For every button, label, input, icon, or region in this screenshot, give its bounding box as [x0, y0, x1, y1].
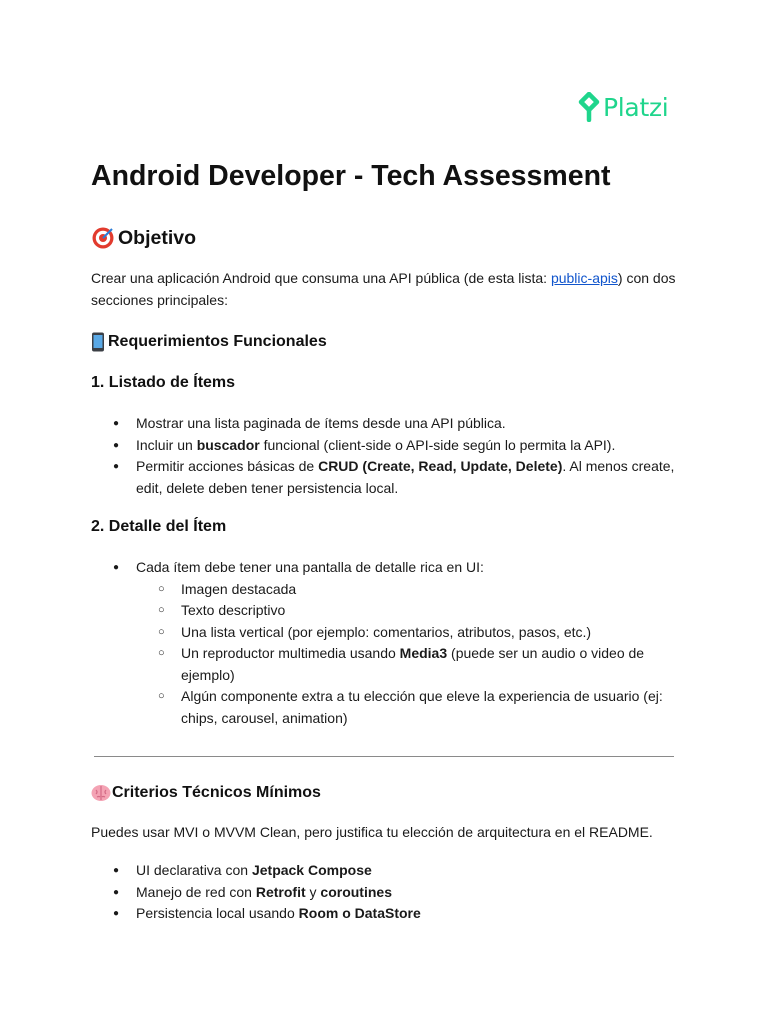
platzi-logo[interactable] — [578, 92, 668, 122]
brain-icon — [91, 784, 111, 802]
bold-text: coroutines — [320, 883, 392, 900]
criterios-intro: Puedes usar MVI o MVVM Clean, pero justifica tu elección de arquitectura en el README. — [91, 824, 653, 840]
text-segment: Texto descriptivo — [181, 602, 286, 618]
list-item — [91, 860, 681, 882]
bold-text: Room o DataStore — [298, 905, 421, 921]
text-segment: y — [305, 883, 321, 900]
section-heading-requerimientos — [91, 332, 327, 352]
text-segment: Mostrar una lista paginada de ítems desde una API pública. — [136, 415, 506, 431]
text-segment: Imagen destacada — [181, 580, 297, 597]
list-item — [136, 686, 681, 729]
text-segment: Algún componente extra a tu elección que eleve la experiencia de usuario (ej: chips, carousel, animation) — [181, 688, 663, 726]
text-segment: (puede ser un audio o video de ejemplo) — [181, 645, 645, 683]
horizontal-divider — [94, 756, 674, 757]
page-title: Android Developer - Tech Assessment — [91, 160, 611, 192]
text-segment: Permitir acciones básicas de — [136, 458, 319, 474]
list-item — [91, 456, 681, 499]
detalle-item-text: Cada ítem debe tener una pantalla de detalle rica en UI: — [136, 559, 484, 575]
target-icon — [91, 226, 115, 250]
list-item — [136, 622, 681, 644]
list-item — [136, 600, 681, 622]
objetivo-paragraph — [91, 268, 681, 311]
section-heading-criterios — [91, 784, 321, 802]
section-heading-detalle: 2. Detalle del Ítem — [91, 518, 227, 535]
platzi-logo-icon — [578, 92, 600, 122]
text-segment: Manejo de red con — [136, 883, 256, 900]
text-segment: Un reproductor multimedia usando — [181, 645, 400, 661]
list-item — [91, 903, 681, 925]
text-segment: Una lista vertical (por ejemplo: comentarios, atributos, pasos, etc.) — [181, 623, 592, 640]
objetivo-heading-text: Objetivo — [118, 226, 197, 249]
section-heading-listado: 1. Listado de Ítems — [91, 374, 236, 391]
requerimientos-heading-text: Requerimientos Funcionales — [108, 333, 327, 350]
text-segment: Persistencia local usando — [136, 905, 299, 921]
bold-text: buscador — [196, 436, 260, 453]
criterios-heading-text: Criterios Técnicos Mínimos — [112, 784, 321, 801]
bold-text: Jetpack Compose — [251, 862, 372, 878]
platzi-logo-text: Platzi — [603, 92, 669, 122]
bold-text: CRUD (Create, Read, Update, Delete) — [318, 458, 563, 474]
list-item — [91, 435, 681, 457]
section-heading-objetivo — [91, 226, 196, 250]
list-item — [91, 557, 681, 729]
list-item — [136, 579, 681, 601]
text-segment: UI declarativa con — [136, 862, 252, 878]
text-segment: . Al menos create, edit, delete deben tener persistencia local. — [136, 458, 675, 496]
list-item — [91, 882, 681, 904]
objetivo-text-start: Crear una aplicación Android que consuma una API pública (de esta lista: — [91, 270, 551, 286]
text-segment: Incluir un — [136, 436, 197, 453]
bold-text: Retrofit — [255, 883, 306, 900]
mobile-phone-icon — [91, 332, 105, 352]
list-item — [136, 643, 681, 686]
public-apis-link[interactable]: public-apis — [550, 270, 618, 286]
list-item — [91, 413, 681, 435]
text-segment: funcional (client-side o API-side según lo permita la API). — [259, 436, 616, 453]
bold-text: Media3 — [399, 645, 448, 661]
detalle-sublist — [136, 579, 681, 730]
detalle-list — [91, 557, 681, 729]
objetivo-text-end: ) con dos secciones principales: — [91, 270, 676, 308]
criterios-list — [91, 860, 681, 925]
listado-list — [91, 413, 681, 499]
